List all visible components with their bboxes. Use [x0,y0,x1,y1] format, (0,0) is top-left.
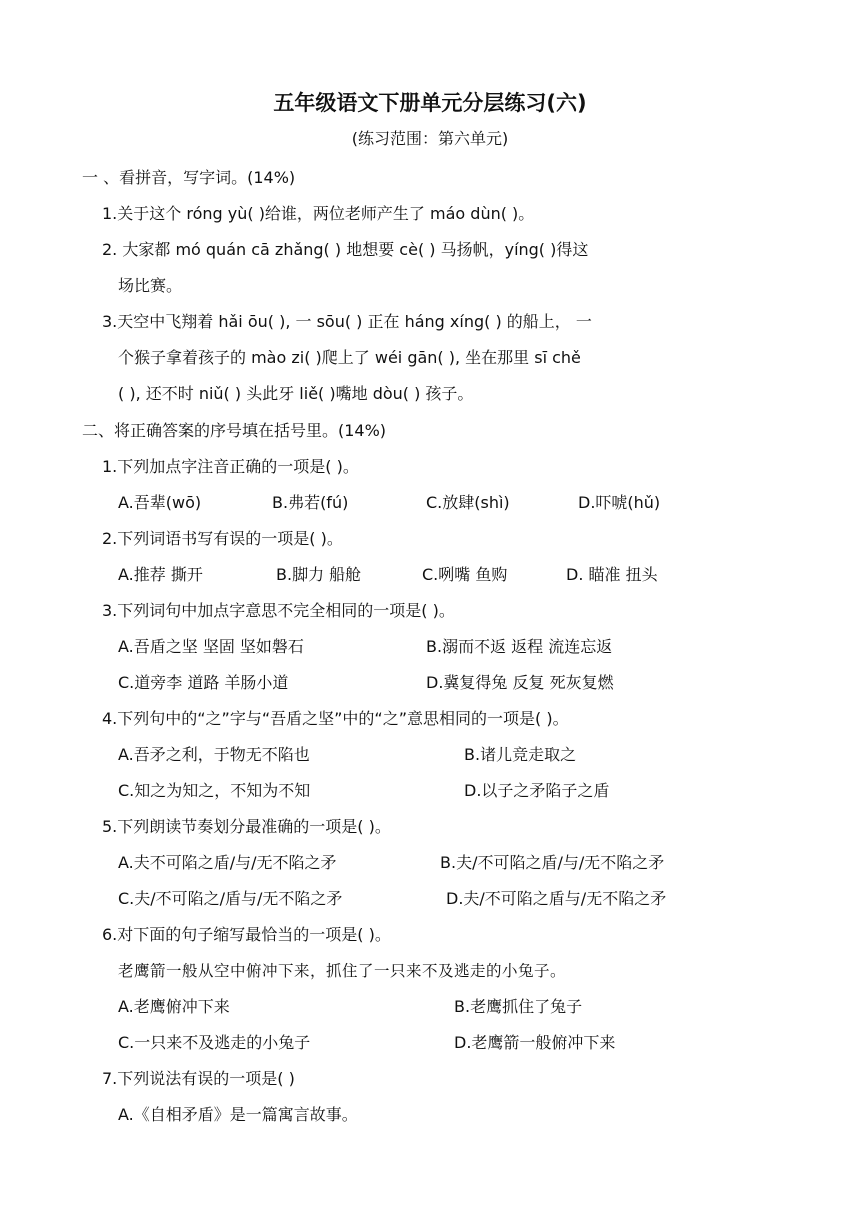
s1-question-3-line3: ( ), 还不时 niǔ( ) 头此牙 liě( )嘴地 dòu( ) 孩子。 [118,384,474,403]
s2-q1-option-c: C.放肆(shì) [426,493,510,512]
s2-q2-option-a: A.推荐 撕开 [118,565,203,584]
s2-q2-option-d: D. 瞄准 扭头 [566,565,658,584]
section2-heading: 二、将正确答案的序号填在括号里。(14%) [82,421,387,440]
s2-q6-option-c: C.一只来不及逃走的小兔子 [118,1033,311,1052]
page-subtitle: (练习范围：第六单元) [351,129,509,148]
page-title: 五年级语文下册单元分层练习(六) [273,91,587,115]
s1-question-3-line2: 个猴子拿着孩子的 mào zi( )爬上了 wéi gān( ), 坐在那里 sī chě [118,348,581,367]
s2-q3-stem: 3.下列词句中加点字意思不完全相同的一项是( )。 [102,601,455,620]
s2-q4-option-a: A.吾矛之利，于物无不陷也 [118,745,310,764]
s2-q1-option-b: B.弗若(fú) [272,493,349,512]
s2-q5-option-d: D.夫/不可陷之盾与/无不陷之矛 [446,889,667,908]
s1-question-2-line1: 2. 大家都 mó quán cā zhǎng( ) 地想要 cè( ) 马扬帆，yíng( )得这 [102,240,589,259]
s2-q3-option-c: C.道旁李 道路 羊肠小道 [118,673,289,692]
s1-question-3-line1: 3.天空中飞翔着 hǎi ōu( ), 一 sōu( ) 正在 háng xíng( ) 的船上， 一 [102,312,592,331]
s2-q3-option-a: A.吾盾之坚 坚固 坚如磐石 [118,637,304,656]
s1-question-2-line2: 场比赛。 [118,276,183,295]
s2-q2-option-b: B.脚力 船舱 [276,565,362,584]
s2-q5-option-b: B.夫/不可陷之盾/与/无不陷之矛 [440,853,665,872]
s2-q1-stem: 1.下列加点字注音正确的一项是( )。 [102,457,359,476]
s2-q5-option-c: C.夫/不可陷之/盾与/无不陷之矛 [118,889,343,908]
s2-q1-option-a: A.吾辈(wō) [118,493,202,512]
s2-q4-option-c: C.知之为知之，不知为不知 [118,781,311,800]
s2-q5-stem: 5.下列朗读节奏划分最准确的一项是( )。 [102,817,391,836]
s2-q3-option-d: D.冀复得兔 反复 死灰复燃 [426,673,614,692]
s2-q3-option-b: B.溺而不返 返程 流连忘返 [426,637,613,656]
s2-q4-option-d: D.以子之矛陷子之盾 [464,781,610,800]
s2-q2-stem: 2.下列词语书写有误的一项是( )。 [102,529,343,548]
s2-q6-stem: 6.对下面的句子缩写最恰当的一项是( )。 [102,925,391,944]
s2-q7-stem: 7.下列说法有误的一项是( ) [102,1069,295,1088]
s2-q4-stem: 4.下列句中的“之”字与“吾盾之坚”中的“之”意思相同的一项是( )。 [102,709,569,728]
s2-q2-option-c: C.咧嘴 鱼购 [422,565,508,584]
s2-q6-option-a: A.老鹰俯冲下来 [118,997,230,1016]
s2-q1-option-d: D.吓唬(hǔ) [578,493,661,512]
s2-q6-option-d: D.老鹰箭一般俯冲下来 [454,1033,616,1052]
s2-q5-option-a: A.夫不可陷之盾/与/无不陷之矛 [118,853,337,872]
s1-question-1: 1.关于这个 róng yù( )给谁，两位老师产生了 máo dùn( )。 [102,204,535,223]
s2-q4-option-b: B.诸儿竞走取之 [464,745,577,764]
s2-q7-option-a: A.《自相矛盾》是一篇寓言故事。 [118,1105,358,1124]
section1-heading: 一 、看拼音，写字词。(14%) [82,168,296,187]
s2-q6-option-b: B.老鹰抓住了兔子 [454,997,583,1016]
s2-q6-sentence: 老鹰箭一般从空中俯冲下来，抓住了一只来不及逃走的小兔子。 [118,962,567,980]
